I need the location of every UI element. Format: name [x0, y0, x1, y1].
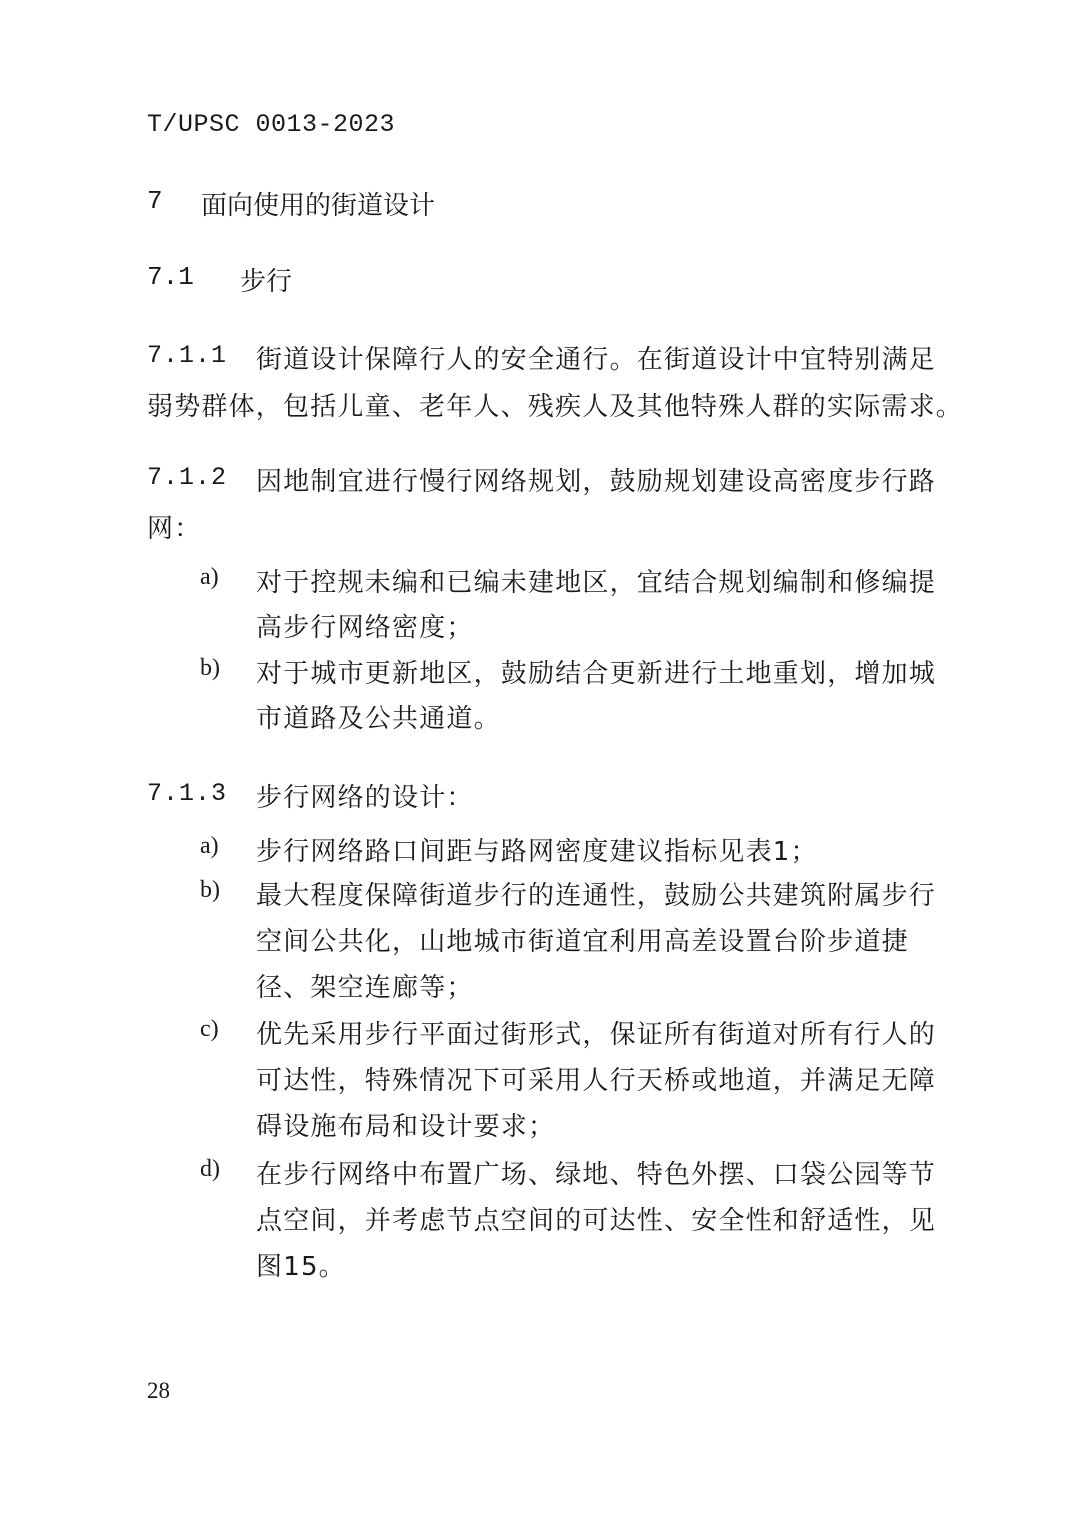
- clause-text-line: 步行网络的设计：: [256, 783, 474, 813]
- list-item-line: 步行网络路口间距与路网密度建议指标见表1；: [256, 837, 818, 867]
- list-item-line: 在步行网络中布置广场、绿地、特色外摆、口袋公园等节: [256, 1160, 937, 1190]
- clause-number: 7.1.3: [147, 779, 228, 808]
- section-title: 步行: [240, 267, 293, 297]
- list-item-line: 点空间，并考虑节点空间的可达性、安全性和舒适性，见: [256, 1206, 937, 1236]
- list-item-line: 对于城市更新地区，鼓励结合更新进行土地重划，增加城: [256, 659, 937, 689]
- clause-text-line: 街道设计保障行人的安全通行。在街道设计中宜特别满足: [256, 345, 937, 375]
- list-item-line: 可达性，特殊情况下可采用人行天桥或地道，并满足无障: [256, 1066, 937, 1096]
- clause-text-line: 网：: [147, 514, 202, 544]
- list-item-line: 径、架空连廊等；: [256, 973, 474, 1003]
- page-number: 28: [147, 1378, 170, 1403]
- list-item-line: 最大程度保障街道步行的连通性，鼓励公共建筑附属步行: [256, 881, 937, 911]
- list-item-line: 碍设施布局和设计要求；: [256, 1112, 556, 1142]
- list-item-label: a): [200, 833, 219, 859]
- list-item-line: 对于控规未编和已编未建地区，宜结合规划编制和修编提: [256, 568, 937, 598]
- clause-text-line: 弱势群体，包括儿童、老年人、残疾人及其他特殊人群的实际需求。: [147, 392, 964, 422]
- list-item-line: 优先采用步行平面过街形式，保证所有街道对所有行人的: [256, 1020, 937, 1050]
- list-item-label: b): [200, 877, 220, 903]
- list-item-label: b): [200, 655, 220, 681]
- clause-text-line: 因地制宜进行慢行网络规划，鼓励规划建设高密度步行路: [256, 467, 937, 497]
- clause-number: 7.1.1: [147, 341, 228, 370]
- list-item-label: d): [200, 1156, 220, 1182]
- list-item-label: c): [200, 1016, 219, 1042]
- standard-code: T/UPSC 0013-2023: [147, 110, 396, 139]
- chapter-number: 7: [147, 186, 163, 216]
- list-item-label: a): [200, 564, 219, 590]
- list-item-line: 图15。: [256, 1252, 346, 1282]
- list-item-line: 高步行网络密度；: [256, 613, 474, 643]
- list-item-line: 市道路及公共通道。: [256, 704, 501, 734]
- clause-number: 7.1.2: [147, 463, 228, 492]
- chapter-title: 面向使用的街道设计: [201, 191, 436, 221]
- section-number: 7.1: [147, 262, 194, 292]
- list-item-line: 空间公共化，山地城市街道宜利用高差设置台阶步道捷: [256, 927, 909, 957]
